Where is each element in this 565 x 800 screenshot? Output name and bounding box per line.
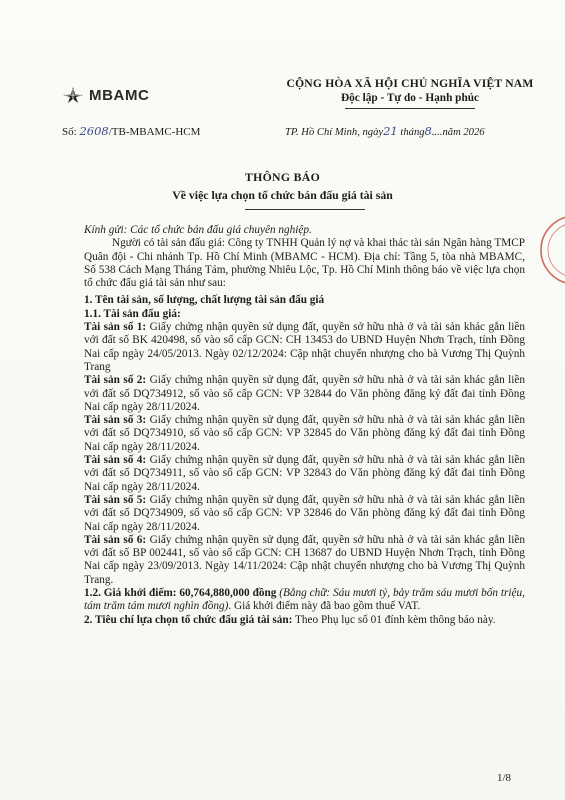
red-stamp-fragment	[535, 205, 565, 295]
doc-no-label: Số:	[62, 126, 77, 138]
asset-label: Tài sản số 2:	[84, 374, 147, 387]
doc-no-suffix: /TB-MBAMC-HCM	[108, 126, 201, 138]
asset-text: Giấy chứng nhận quyền sử dụng đất, quyền sở hữu nhà ở và tài sản khác gắn liền với đất số DQ734910, số vào sổ cấp GCN: VP 32845 do Văn phòng đăng ký đất đai tỉnh Đồng Nai cấp ngày 28/11/2024.	[84, 414, 526, 453]
section-2-text: Theo Phụ lục số 01 đính kèm thông báo này.	[292, 613, 496, 626]
asset-label: Tài sản số 1:	[84, 321, 147, 334]
asset-item	[84, 321, 525, 374]
national-header	[270, 76, 550, 109]
date-prefix: TP. Hồ Chí Minh, ngày	[285, 127, 384, 138]
page-number: 1/8	[497, 772, 512, 784]
mbamc-star-icon	[62, 86, 84, 104]
price-in-words: (Bằng chữ: Sáu mươi tỷ, bảy trăm sáu mươi bốn triệu, tám trăm tám mươi nghìn đồng)	[84, 587, 525, 613]
asset-item	[84, 454, 525, 494]
motto-underline	[345, 108, 475, 109]
asset-text: Giấy chứng nhận quyền sử dụng đất, quyền sở hữu nhà ở và tài sản khác gắn liền với đất số BK 420498, số vào sổ cấp GCN: CH 13453 do UBND Huyện Nhơn Trạch, tỉnh Đồng Nai cấp ngày 24/05/2013. Ngày 02/12/2024: Cập nhật chuyển nhượng cho bà Vương Thị Quỳnh Trang	[84, 321, 526, 373]
date-month-handwritten: 8	[424, 124, 432, 138]
asset-text: Giấy chứng nhận quyền sử dụng đất, quyền sở hữu nhà ở và tài sản khác gắn liền với đất số DQ734911, số vào sổ cấp GCN: VP 32843 do Văn phòng đăng ký đất đai tỉnh Đồng Nai cấp ngày 28/11/2024.	[84, 454, 526, 493]
nation-title: CỘNG HÒA XÃ HỘI CHỦ NGHĨA VIỆT NAM	[286, 77, 534, 90]
section-2-label: 2. Tiêu chí lựa chọn tổ chức đấu giá tài sản:	[84, 613, 293, 626]
asset-item	[84, 374, 525, 414]
title-underline	[245, 209, 365, 210]
nation-motto: Độc lập - Tự do - Hạnh phúc	[340, 92, 480, 104]
date-day-handwritten: 21	[383, 124, 398, 138]
price-label: 1.2. Giá khởi điểm: 60,764,880,000 đồng	[84, 587, 277, 600]
asset-text: Giấy chứng nhận quyền sử dụng đất, quyền sở hữu nhà ở và tài sản khác gắn liền với đất số DQ734912, số vào sổ cấp GCN: VP 32844 do Văn phòng đăng ký đất đai tỉnh Đồng Nai cấp ngày 28/11/2024.	[84, 374, 526, 413]
intro-paragraph: Người có tài sản đấu giá: Công ty TNHH Quản lý nợ và khai thác tài sản Ngân hàng TMCP Quân đội - Chi nhánh Tp. Hồ Chí Minh (MBAMC - HCM). Địa chỉ: Tầng 5, tòa nhà MBAMC, Số 538 Cách Mạng Tháng Tám, phường Nhiêu Lộc, Tp. Hồ Chí Minh thông báo về việc lựa chọn tổ chức đấu giá tài sản như sau:	[84, 237, 525, 290]
asset-label: Tài sản số 4:	[84, 454, 147, 467]
logo-text: MBAMC	[89, 86, 150, 104]
asset-item	[84, 534, 525, 587]
document-body	[84, 224, 525, 627]
doc-subtitle: Về việc lựa chọn tổ chức bán đấu giá tài sản	[172, 188, 393, 202]
date-month-label: tháng	[400, 127, 425, 138]
section-1-heading: 1. Tên tài sản, số lượng, chất lượng tài sản đấu giá	[84, 294, 325, 307]
document-number	[62, 124, 200, 138]
asset-label: Tài sản số 6:	[84, 533, 147, 546]
price-note: . Giá khởi điểm này đã bao gồm thuế VAT.	[228, 600, 421, 613]
asset-label: Tài sản số 5:	[84, 493, 147, 506]
starting-price	[84, 587, 525, 614]
salutation: Kính gửi: Các tổ chức bán đấu giá chuyên nghiệp.	[84, 224, 312, 236]
asset-item	[84, 414, 525, 454]
document-date	[285, 124, 485, 138]
asset-text: Giấy chứng nhận quyền sử dụng đất, quyền sở hữu nhà ở và tài sản khác gắn liền với đất số DQ734909, số vào sổ cấp GCN: VP 32846 do Văn phòng đăng ký đất đai tỉnh Đồng Nai cấp ngày 28/11/2024.	[84, 493, 526, 533]
asset-item	[84, 494, 525, 534]
doc-title: THÔNG BÁO	[244, 170, 321, 184]
date-year: ....năm 2026	[431, 127, 485, 138]
section-1-1-heading: 1.1. Tài sản đấu giá:	[84, 307, 181, 320]
asset-label: Tài sản số 3:	[84, 414, 147, 427]
section-2	[84, 614, 525, 627]
doc-no-handwritten: 2608	[79, 124, 109, 138]
mbamc-logo	[62, 86, 150, 104]
asset-text: Giấy chứng nhận quyền sử dụng đất, quyền sở hữu nhà ở và tài sản khác gắn liền với đất số BP 002441, số vào sổ cấp GCN: CH 13687 do UBND Huyện Nhơn Trạch, tỉnh Đồng Nai cấp ngày 23/09/2013. Ngày 14/11/2024: Cập nhật chuyển nhượng cho bà Vương Thị Quỳnh Trang.	[84, 533, 526, 586]
